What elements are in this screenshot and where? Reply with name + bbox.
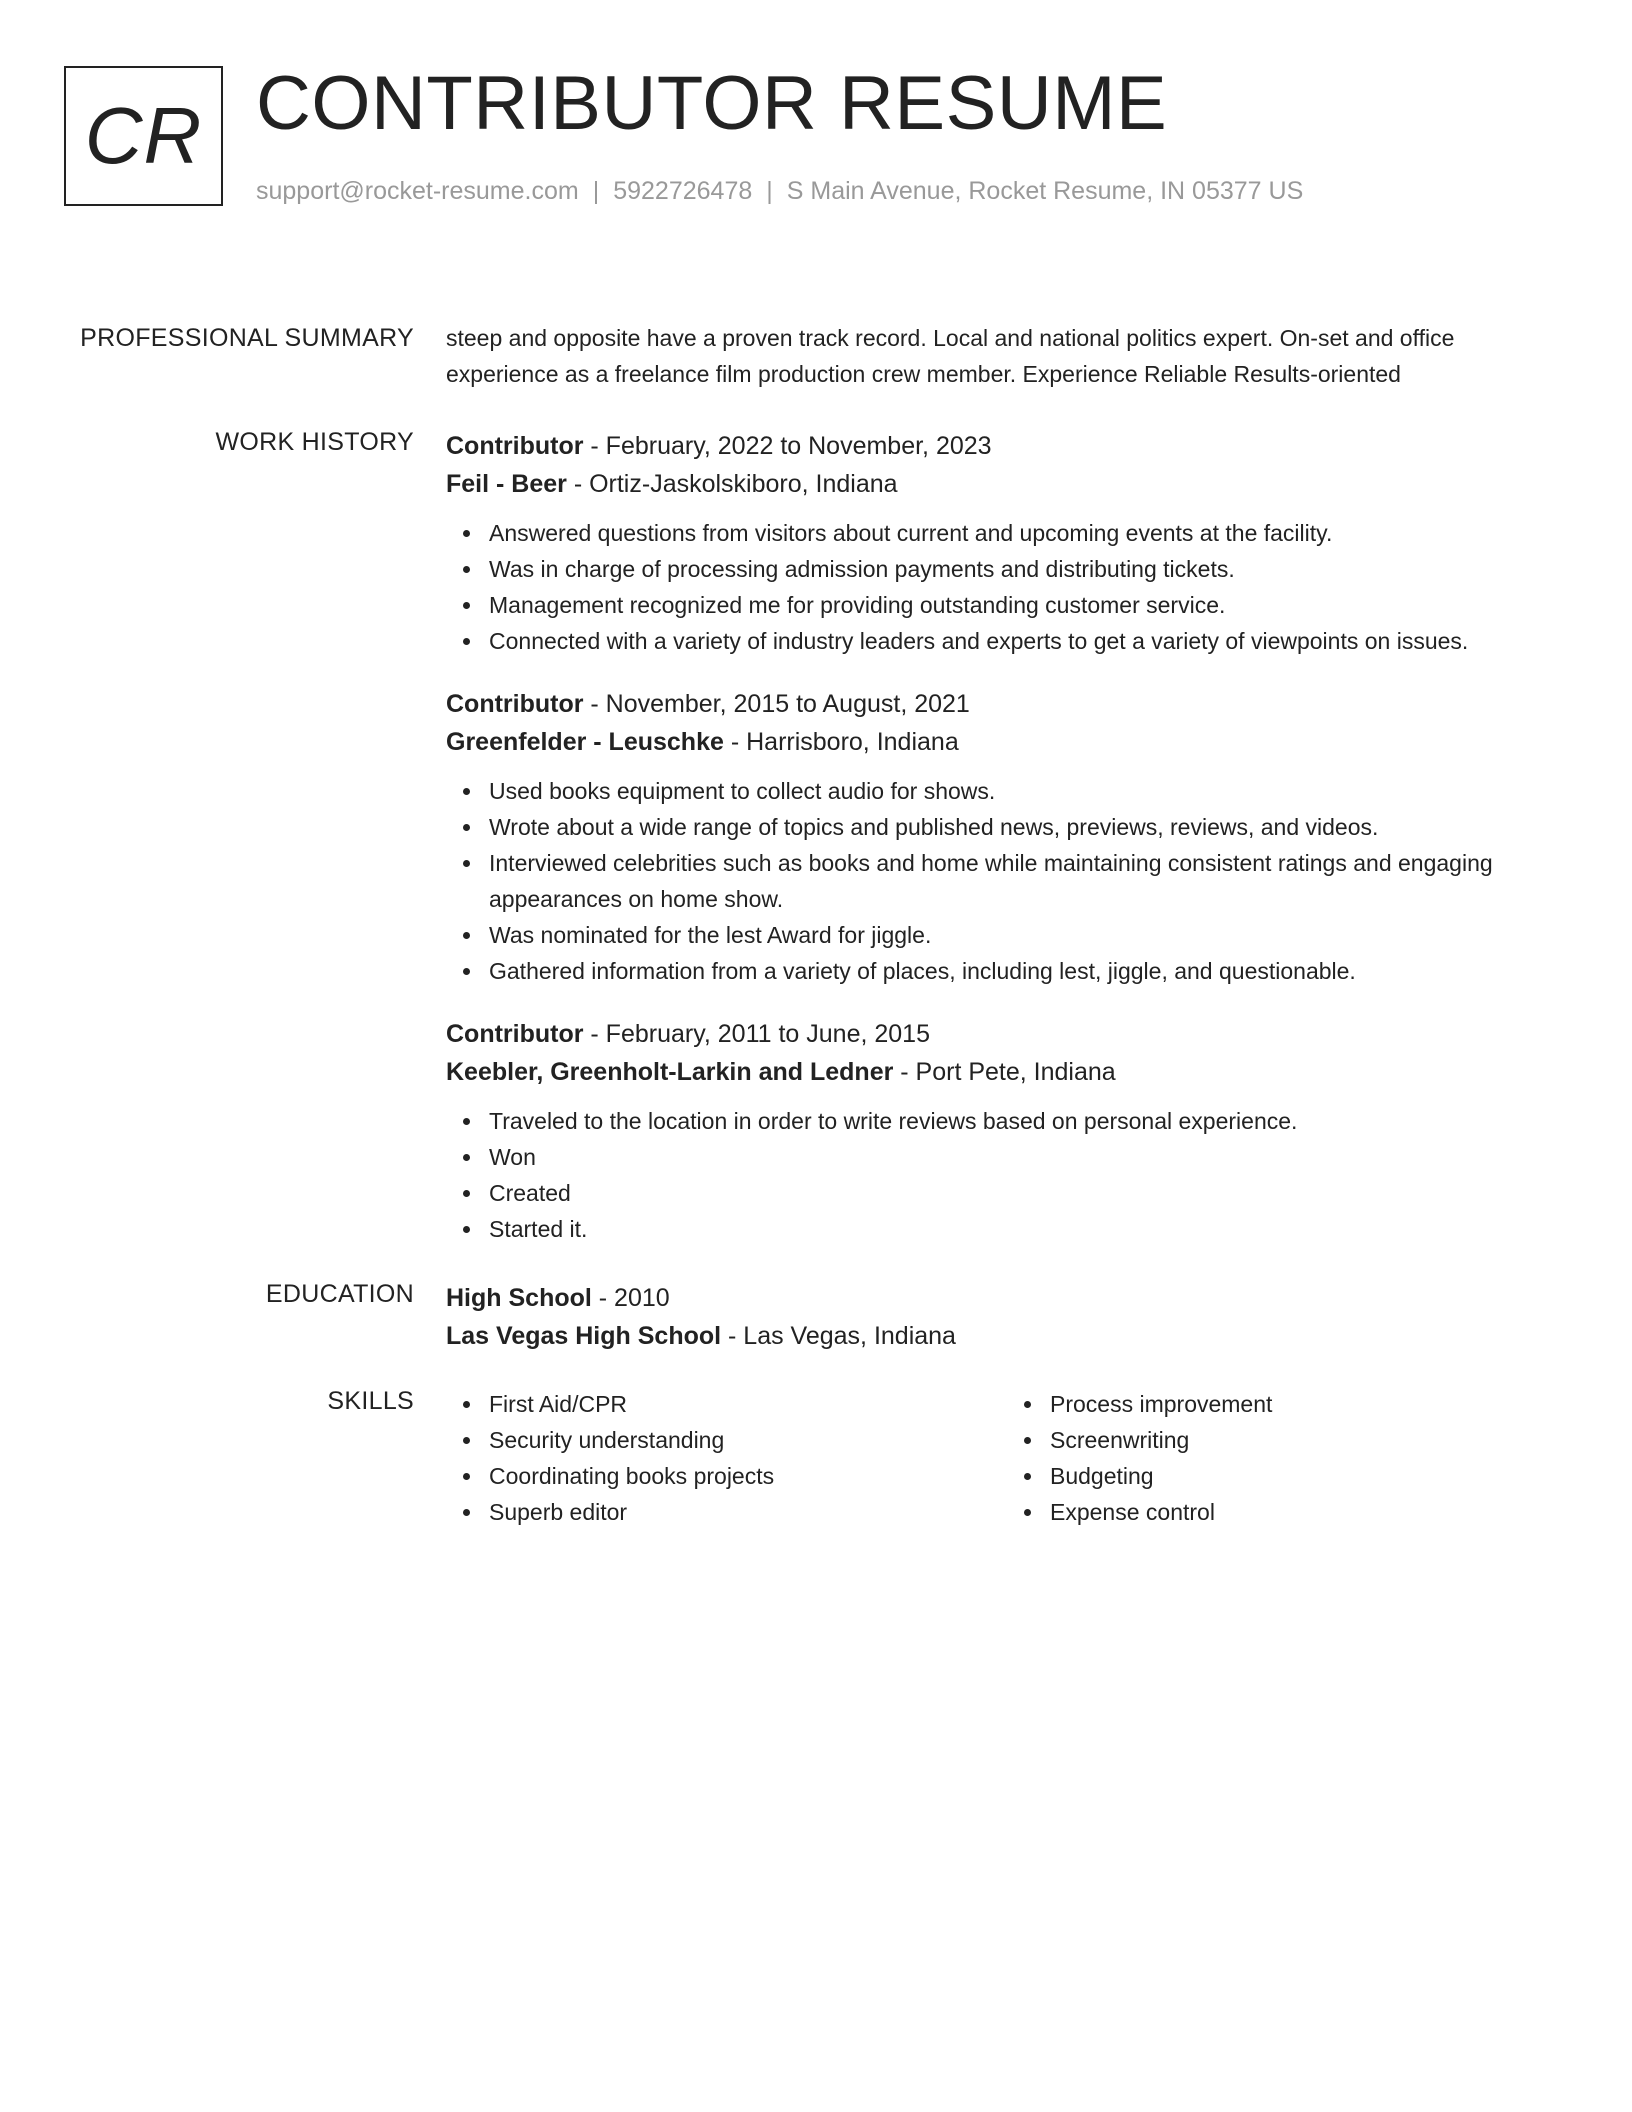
education-year: - 2010	[591, 1284, 670, 1312]
skills-list-right	[1007, 1386, 1568, 1530]
resume-header	[64, 61, 1568, 210]
contact-address: S Main Avenue, Rocket Resume, IN 05377 US	[786, 177, 1304, 205]
contact-email: support@rocket-resume.com	[256, 177, 579, 205]
list-item: First Aid/CPR	[489, 1386, 1007, 1422]
job-dates: - November, 2015 to August, 2021	[583, 690, 970, 718]
list-item: Started it.	[489, 1211, 1568, 1247]
contact-separator: |	[592, 177, 600, 205]
header-text	[256, 61, 1304, 206]
list-item: Coordinating books projects	[489, 1458, 1007, 1494]
skills-body	[446, 1386, 1568, 1530]
work-history-body	[446, 427, 1568, 1247]
list-item: Traveled to the location in order to write reviews based on personal experience.	[489, 1103, 1568, 1139]
job-role: Contributor	[446, 432, 584, 460]
skills-section	[64, 1386, 1568, 1530]
job-role: Contributor	[446, 1020, 584, 1048]
education-section	[64, 1279, 1568, 1355]
section-title: PROFESSIONAL SUMMARY	[80, 324, 414, 352]
list-item: Won	[489, 1139, 1568, 1175]
job-entry	[446, 685, 1568, 989]
summary-text: steep and opposite have a proven track record. Local and national politics expert. On-set and office experience as a freelance film production crew member. Experience Reliable Results-oriented	[446, 325, 1455, 387]
job-location: - Harrisboro, Indiana	[723, 728, 959, 756]
education-school-line	[446, 1317, 1568, 1355]
job-role-line	[446, 1015, 1568, 1053]
job-company: Feil - Beer	[446, 470, 567, 498]
contact-phone: 5922726478	[613, 177, 753, 205]
list-item: Budgeting	[1050, 1458, 1568, 1494]
skills-list-left	[446, 1386, 1007, 1530]
list-item: Superb editor	[489, 1494, 1007, 1530]
section-title: WORK HISTORY	[215, 428, 414, 456]
job-role-line	[446, 685, 1568, 723]
list-item: Was nominated for the lest Award for jiggle.	[489, 917, 1568, 953]
job-entry	[446, 427, 1568, 659]
education-school: Las Vegas High School	[446, 1322, 722, 1350]
resume-name: CONTRIBUTOR RESUME	[256, 61, 1168, 146]
job-bullets	[446, 1103, 1568, 1247]
job-company: Keebler, Greenholt-Larkin and Ledner	[446, 1058, 894, 1086]
education-location: - Las Vegas, Indiana	[721, 1322, 956, 1350]
job-dates: - February, 2022 to November, 2023	[583, 432, 992, 460]
list-item: Used books equipment to collect audio for shows.	[489, 773, 1568, 809]
education-degree-line	[446, 1279, 1568, 1317]
job-company-line	[446, 1053, 1568, 1091]
job-location: - Port Pete, Indiana	[893, 1058, 1116, 1086]
list-item: Created	[489, 1175, 1568, 1211]
list-item: Answered questions from visitors about current and upcoming events at the facility.	[489, 515, 1568, 551]
job-entry	[446, 1015, 1568, 1247]
job-company-line	[446, 465, 1568, 503]
section-title: SKILLS	[327, 1387, 414, 1415]
job-dates: - February, 2011 to June, 2015	[583, 1020, 930, 1048]
job-company-line	[446, 723, 1568, 761]
education-degree: High School	[446, 1284, 592, 1312]
list-item: Screenwriting	[1050, 1422, 1568, 1458]
list-item: Expense control	[1050, 1494, 1568, 1530]
work-history-section	[64, 427, 1568, 1247]
section-title: EDUCATION	[265, 1280, 414, 1308]
job-company: Greenfelder - Leuschke	[446, 728, 724, 756]
list-item: Security understanding	[489, 1422, 1007, 1458]
job-role: Contributor	[446, 690, 584, 718]
list-item: Connected with a variety of industry leaders and experts to get a variety of viewpoints on issues.	[489, 623, 1568, 659]
list-item: Was in charge of processing admission payments and distributing tickets.	[489, 551, 1568, 587]
job-bullets	[446, 773, 1568, 989]
contact-line	[256, 176, 1303, 206]
list-item: Management recognized me for providing outstanding customer service.	[489, 587, 1568, 623]
job-role-line	[446, 427, 1568, 465]
list-item: Wrote about a wide range of topics and published news, previews, reviews, and videos.	[489, 809, 1568, 845]
list-item: Process improvement	[1050, 1386, 1568, 1422]
job-location: - Ortiz-Jaskolskiboro, Indiana	[566, 470, 898, 498]
monogram-logo: CR	[64, 66, 223, 206]
contact-separator: |	[766, 177, 773, 205]
list-item: Interviewed celebrities such as books and home while maintaining consistent ratings and engaging appearances on home show.	[489, 845, 1568, 917]
job-bullets	[446, 515, 1568, 659]
list-item: Gathered information from a variety of places, including lest, jiggle, and questionable.	[489, 953, 1568, 989]
education-body	[446, 1279, 1568, 1355]
professional-summary-section	[64, 323, 1568, 392]
